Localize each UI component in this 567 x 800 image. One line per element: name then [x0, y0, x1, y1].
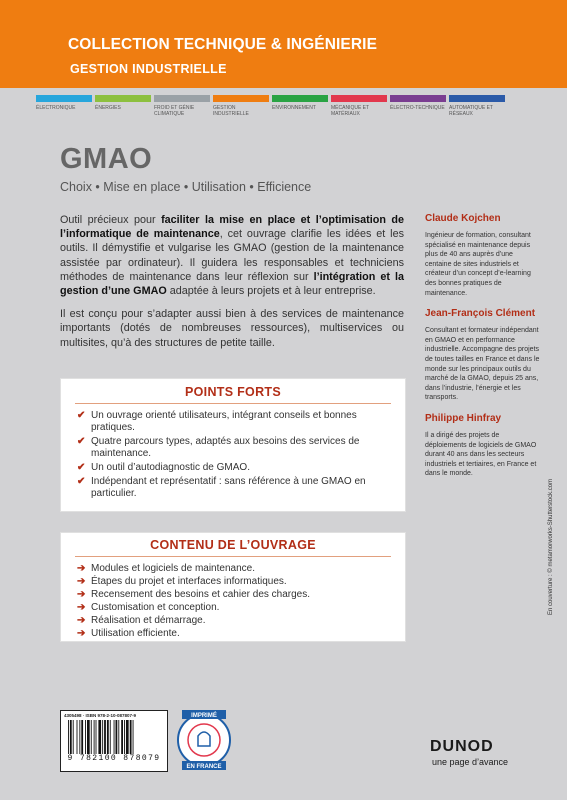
- category-label: MÉCANIQUE ET MATÉRIAUX: [331, 105, 369, 117]
- points-forts-box: [60, 378, 406, 512]
- printed-in-france-badge: [176, 708, 232, 778]
- category-color-bar: [272, 95, 328, 102]
- book-title: GMAO: [60, 143, 153, 175]
- arrow-icon: ➔: [77, 589, 86, 600]
- publisher-logo: DUNOD: [430, 738, 494, 755]
- description-paragraph-2: Il est conçu pour s’adapter aussi bien à des services de maintenance importants (dotés de nombreuses ressources), multiservices ou multisites, qu’à des structures de petite taille.: [60, 308, 404, 349]
- list-item: [77, 476, 395, 500]
- barcode-bar: [70, 720, 72, 754]
- arrow-icon: ➔: [77, 628, 86, 639]
- category-label: ENVIRONNEMENT: [272, 105, 316, 111]
- barcode-bar: [110, 720, 111, 754]
- category-item: [449, 95, 505, 117]
- arrow-icon: ➔: [77, 615, 86, 626]
- category-color-bar: [95, 95, 151, 102]
- check-icon: ✔: [77, 462, 86, 473]
- barcode-bar: [130, 720, 132, 754]
- barcode-bar: [107, 720, 109, 754]
- points-forts-title: POINTS FORTS: [185, 385, 281, 399]
- barcode-bar: [98, 720, 101, 754]
- barcode-bar: [102, 720, 103, 754]
- list-item: [77, 462, 395, 474]
- list-item-text: Étapes du projet et interfaces informatiques.: [91, 576, 287, 587]
- authors-column: [425, 213, 540, 489]
- contenu-list: [61, 557, 405, 640]
- description-paragraph-1: [60, 213, 404, 298]
- author-name: Philippe Hinfray: [425, 412, 502, 424]
- list-item: [77, 410, 395, 434]
- barcode: [60, 710, 168, 772]
- barcode-bar: [133, 720, 134, 754]
- check-icon: ✔: [77, 410, 86, 421]
- bold-run: faciliter la mise en place et l’optimisation de l’informatique de maintenance: [60, 214, 405, 241]
- list-item: [77, 576, 395, 588]
- category-item: [331, 95, 387, 117]
- barcode-bar: [79, 720, 80, 754]
- barcode-bar: [118, 720, 119, 754]
- category-strip: [36, 95, 536, 125]
- category-label: GESTION INDUSTRIELLE: [213, 105, 249, 117]
- series-title: GESTION INDUSTRIELLE: [70, 62, 227, 76]
- list-item-text: Un outil d’autodiagnostic de GMAO.: [91, 462, 250, 473]
- list-item: [77, 615, 395, 627]
- category-color-bar: [390, 95, 446, 102]
- list-item-text: Recensement des besoins et cahier des charges.: [91, 589, 311, 600]
- category-label: ÉLECTRONIQUE: [36, 105, 76, 111]
- book-subtitle: Choix • Mise en place • Utilisation • Efficience: [60, 180, 312, 194]
- text-run: Outil précieux pour: [60, 214, 162, 226]
- category-item: [36, 95, 92, 111]
- cover-credit: En couverture : © metamorworks-Shutterstock.com: [548, 478, 554, 615]
- barcode-bar: [96, 720, 97, 754]
- list-item-text: Indépendant et représentatif : sans référence à une GMAO en particulier.: [91, 476, 366, 499]
- bold-run: l’intégration et la gestion d’une GMAO: [60, 270, 404, 298]
- barcode-bar: [104, 720, 106, 754]
- contenu-box: [60, 532, 406, 642]
- category-item: [154, 95, 210, 117]
- arrow-icon: ➔: [77, 602, 86, 613]
- category-item: [95, 95, 151, 111]
- list-item-text: Utilisation efficiente.: [91, 628, 180, 639]
- list-item-text: Modules et logiciels de maintenance.: [91, 563, 255, 574]
- check-icon: ✔: [77, 436, 86, 447]
- category-item: [390, 95, 446, 111]
- badge-top-text: IMPRIMÉ: [191, 713, 217, 719]
- barcode-bar: [81, 720, 83, 754]
- barcode-digits: 9 782100 878079: [67, 754, 161, 763]
- barcode-bars: [64, 720, 164, 754]
- description: [60, 213, 404, 359]
- text-run: , cet ouvrage clarifie les idées et les outils. Il démystifie et vulgarise les GMAO (gestion de la maintenance assistée par ordinateur). Il guidera les responsables et techniciens méthodes de maintenance dans leur réflexion sur: [60, 228, 404, 283]
- barcode-bar: [77, 720, 78, 754]
- category-label: ÉLECTRO-TECHNIQUE: [390, 105, 445, 111]
- barcode-bar: [68, 720, 69, 754]
- points-forts-list: [61, 404, 405, 500]
- arrow-icon: ➔: [77, 576, 86, 587]
- category-label: FROID ET GÉNIE CLIMATIQUE: [154, 105, 195, 117]
- barcode-bar: [94, 720, 95, 754]
- barcode-bar: [114, 720, 115, 754]
- text-run: adaptée à leurs projets et à leur entreprise.: [166, 285, 376, 298]
- isbn-label: 4305498 · ISBN 978-2-10-087807-9: [64, 713, 137, 718]
- collection-header: [0, 0, 567, 88]
- publisher-tagline: une page d’avance: [432, 757, 509, 767]
- barcode-bar: [87, 720, 90, 754]
- barcode-bar: [73, 720, 74, 754]
- list-item: [77, 589, 395, 601]
- author-name: Jean-François Clément: [425, 308, 536, 320]
- check-icon: ✔: [77, 476, 86, 487]
- collection-title: COLLECTION TECHNIQUE & INGÉNIERIE: [68, 36, 378, 53]
- category-color-bar: [331, 95, 387, 102]
- category-color-bar: [154, 95, 210, 102]
- list-item: [77, 436, 395, 460]
- barcode-bar: [124, 720, 125, 754]
- category-item: [213, 95, 269, 117]
- author-bio: Consultant et formateur indépendant en GMAO et en performance industrielle. Accompagne des projets de toutes tailles en France et dans le monde sur les principaux outils du marché de la GMAO, depuis 25 ans, dans l’industrie, l’énergie et les transports.: [425, 327, 540, 402]
- list-item: [77, 602, 395, 614]
- list-item: [77, 563, 395, 575]
- barcode-bar: [126, 720, 129, 754]
- category-label: AUTOMATIQUE ET RÉSEAUX: [449, 105, 493, 117]
- barcode-bar: [116, 720, 118, 754]
- barcode-bar: [91, 720, 92, 754]
- category-color-bar: [449, 95, 505, 102]
- author-bio: Ingénieur de formation, consultant spécialisé en maintenance depuis plus de 40 ans auprès d’une centaine de sites industriels et créateur d’un concept d’e-learning des bonnes pratiques de maintenance.: [425, 232, 531, 297]
- barcode-bar: [85, 720, 86, 754]
- category-color-bar: [213, 95, 269, 102]
- list-item: [77, 628, 395, 640]
- list-item-text: Réalisation et démarrage.: [91, 615, 206, 626]
- barcode-bar: [121, 720, 123, 754]
- arrow-icon: ➔: [77, 563, 86, 574]
- author-bio: Il a dirigé des projets de déploiements de logiciels de GMAO durant 40 ans dans les secteurs industriels et tertiaires, en France et dans le monde.: [425, 431, 537, 478]
- category-item: [272, 95, 328, 111]
- contenu-title: CONTENU DE L’OUVRAGE: [150, 538, 316, 552]
- list-item-text: Customisation et conception.: [91, 602, 220, 613]
- list-item-text: Un ouvrage orienté utilisateurs, intégrant conseils et bonnes pratiques.: [91, 410, 357, 433]
- author-name: Claude Kojchen: [425, 213, 501, 224]
- category-label: ÉNERGIES: [95, 105, 121, 111]
- list-item-text: Quatre parcours types, adaptés aux besoins des services de maintenance.: [91, 436, 360, 459]
- badge-bottom-text: EN FRANCE: [186, 764, 222, 770]
- category-color-bar: [36, 95, 92, 102]
